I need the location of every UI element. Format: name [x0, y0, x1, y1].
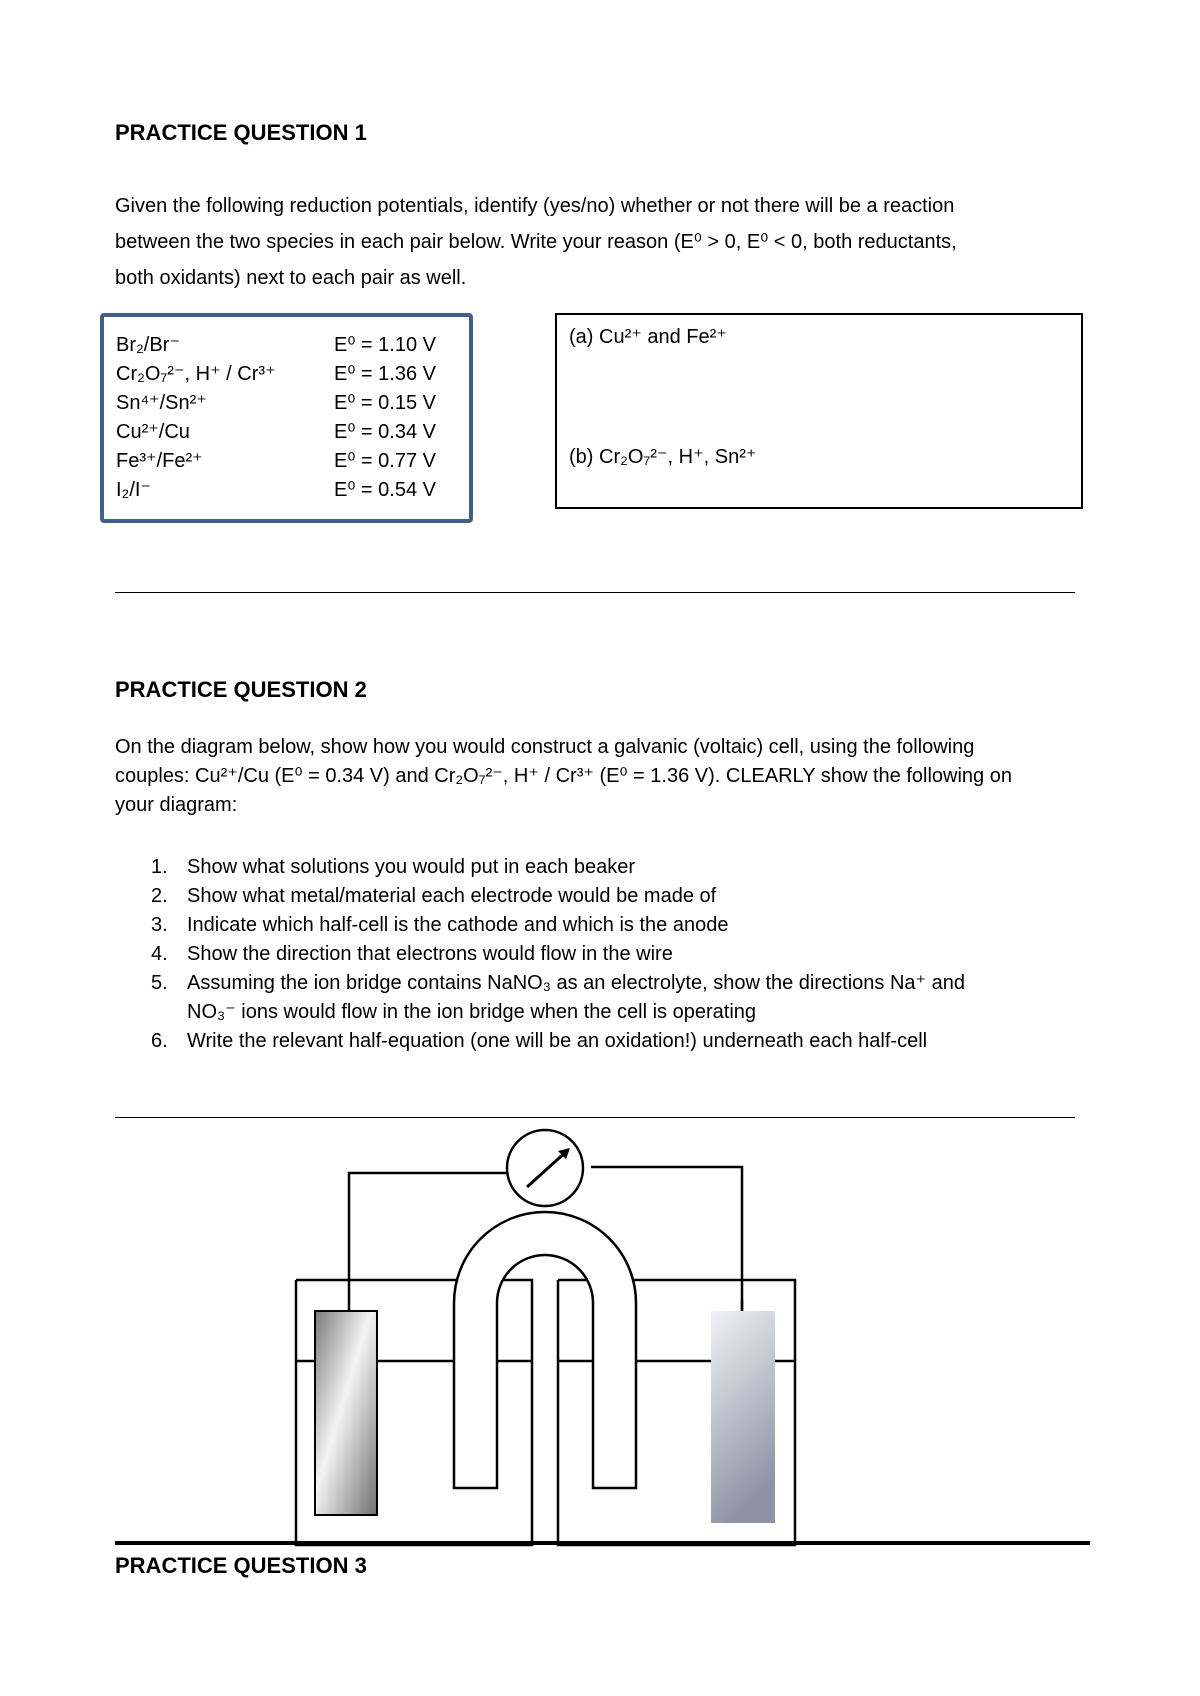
- couple-label: I₂/I⁻: [116, 479, 151, 501]
- task-text: Indicate which half-cell is the cathode and which is the anode: [187, 914, 729, 936]
- pair-a: (a) Cu²⁺ and Fe²⁺: [569, 326, 727, 348]
- ion-bridge: [454, 1212, 636, 1488]
- page-bottom-rule: [115, 1541, 1090, 1545]
- pair-b: (b) Cr₂O₇²⁻, H⁺, Sn²⁺: [569, 446, 757, 468]
- couple-label: Br₂/Br⁻: [116, 334, 180, 356]
- q3-heading: PRACTICE QUESTION 3: [115, 1553, 367, 1578]
- task-number: 5.: [151, 972, 168, 994]
- couple-label: Cu²⁺/Cu: [116, 421, 190, 443]
- potential-value: E⁰ = 1.10 V: [334, 334, 436, 356]
- task-text-continued: NO₃⁻ ions would flow in the ion bridge when the cell is operating: [187, 1001, 757, 1023]
- q2-intro-line-2: couples: Cu²⁺/Cu (E⁰ = 0.34 V) and Cr₂O₇²⁻, H⁺ / Cr³⁺ (E⁰ = 1.36 V). CLEARLY show the following on: [115, 765, 1012, 787]
- task-number: 3.: [151, 914, 168, 936]
- potential-value: E⁰ = 0.15 V: [334, 392, 436, 414]
- task-text: Assuming the ion bridge contains NaNO₃ as an electrolyte, show the directions Na⁺ and: [187, 972, 965, 994]
- task-number: 1.: [151, 856, 168, 878]
- couple-label: Fe³⁺/Fe²⁺: [116, 450, 203, 472]
- potential-value: E⁰ = 0.34 V: [334, 421, 436, 443]
- q2-heading: PRACTICE QUESTION 2: [115, 677, 367, 702]
- right-electrode: [711, 1311, 775, 1523]
- q1-heading: PRACTICE QUESTION 1: [115, 120, 367, 145]
- couple-label: Cr₂O₇²⁻, H⁺ / Cr³⁺: [116, 363, 276, 385]
- task-number: 4.: [151, 943, 168, 965]
- task-text: Show what metal/material each electrode would be made of: [187, 885, 717, 907]
- voltmeter: [507, 1130, 583, 1206]
- q2-intro-line-1: On the diagram below, show how you would construct a galvanic (voltaic) cell, using the following: [115, 736, 975, 758]
- q2-intro-line-3: your diagram:: [115, 794, 238, 816]
- left-electrode: [315, 1311, 377, 1515]
- task-number: 6.: [151, 1030, 168, 1052]
- q1-intro-line-1: Given the following reduction potentials, identify (yes/no) whether or not there will be a reaction: [115, 195, 955, 217]
- task-text: Show the direction that electrons would flow in the wire: [187, 943, 673, 965]
- couple-label: Sn⁴⁺/Sn²⁺: [116, 392, 207, 414]
- q1-intro-line-2: between the two species in each pair below. Write your reason (E⁰ > 0, E⁰ < 0, both reductants,: [115, 231, 957, 253]
- task-text: Show what solutions you would put in each beaker: [187, 856, 636, 878]
- potential-value: E⁰ = 0.77 V: [334, 450, 436, 472]
- task-text: Write the relevant half-equation (one will be an oxidation!) underneath each half-cell: [187, 1030, 928, 1052]
- task-number: 2.: [151, 885, 168, 907]
- potential-value: E⁰ = 1.36 V: [334, 363, 436, 385]
- potential-value: E⁰ = 0.54 V: [334, 479, 436, 501]
- q1-intro-line-3: both oxidants) next to each pair as well.: [115, 267, 467, 289]
